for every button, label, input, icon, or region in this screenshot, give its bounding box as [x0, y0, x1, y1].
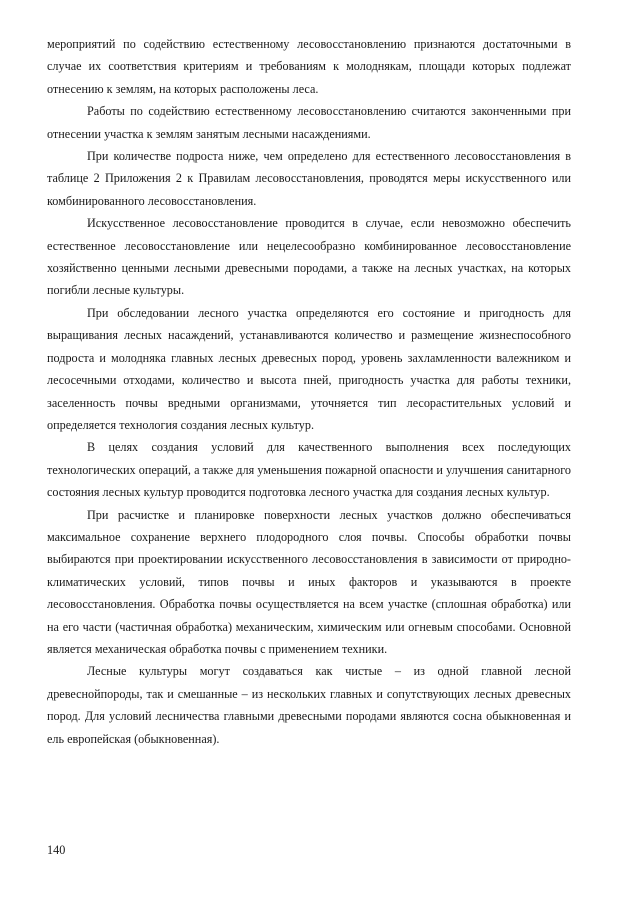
paragraph-2: Работы по содействию естественному лесовосстановлению считаются законченными при отнесении участка к землям занятым лесными насаждениями.	[47, 104, 571, 141]
paragraph-7: При расчистке и планировке поверхности лесных участков должно обеспечиваться максимальное сохранение верхнего плодородного слоя почвы. Способы обработки почвы выбираются при проектировании искусственного лесовосстановления в зависимости от природно-климатических условий, типов почвы и иных факторов и указываются в проекте лесовосстановления. Обработка почвы осуществляется на всем участке (сплошная обработка) или на его части (частичная обработка) механическим, химическим или огневым способами. Основной является механическая обработка почвы с применением техники.	[47, 507, 571, 656]
document-page	[47, 33, 571, 750]
paragraph-3: При количестве подроста ниже, чем определено для естественного лесовосстановления в таблице 2 Приложения 2 к Правилам лесовосстановления, проводятся меры искусственного или комбинированного лесовосстановления.	[47, 149, 571, 208]
paragraph-4: Искусственное лесовосстановление проводится в случае, если невозможно обеспечить естественное лесовосстановление или нецелесообразно комбинированное лесовосстановление хозяйственно ценными лесными древесными породами, а также на лесных участках, на которых погибли лесные культуры.	[47, 216, 571, 298]
paragraph-6: В целях создания условий для качественного выполнения всех последующих технологических операций, а также для уменьшения пожарной опасности и улучшения санитарного состояния лесных культур проводится подготовка лесного участка для создания лесных культур.	[47, 440, 571, 500]
page-number: 140	[47, 843, 66, 857]
paragraph-1: мероприятий по содействию естественному лесовосстановлению признаются достаточными в случае их соответствия критериям и требованиям к молоднякам, площади которых подлежат отнесению к землям, на которых расположены леса.	[47, 37, 571, 96]
paragraph-8: Лесные культуры могут создаваться как чистые – из одной главной лесной древеснойпороды, так и смешанные – из нескольких главных и сопутствующих лесных древесных пород. Для условий лесничества главными древесными породами являются сосна обыкновенная и ель европейская (обыкновенная).	[47, 664, 571, 746]
paragraph-5: При обследовании лесного участка определяются его состояние и пригодность для выращивания лесных насаждений, устанавливаются количество и размещение жизнеспособного подроста и молодняка главных лесных древесных пород, уровень захламленности валежником и лесосечными отходами, количество и высота пней, пригодность участка для работы техники, заселенность почвы вредными организмами, уточняется тип лесорастительных условий и определяется технология создания лесных культур.	[47, 305, 571, 432]
